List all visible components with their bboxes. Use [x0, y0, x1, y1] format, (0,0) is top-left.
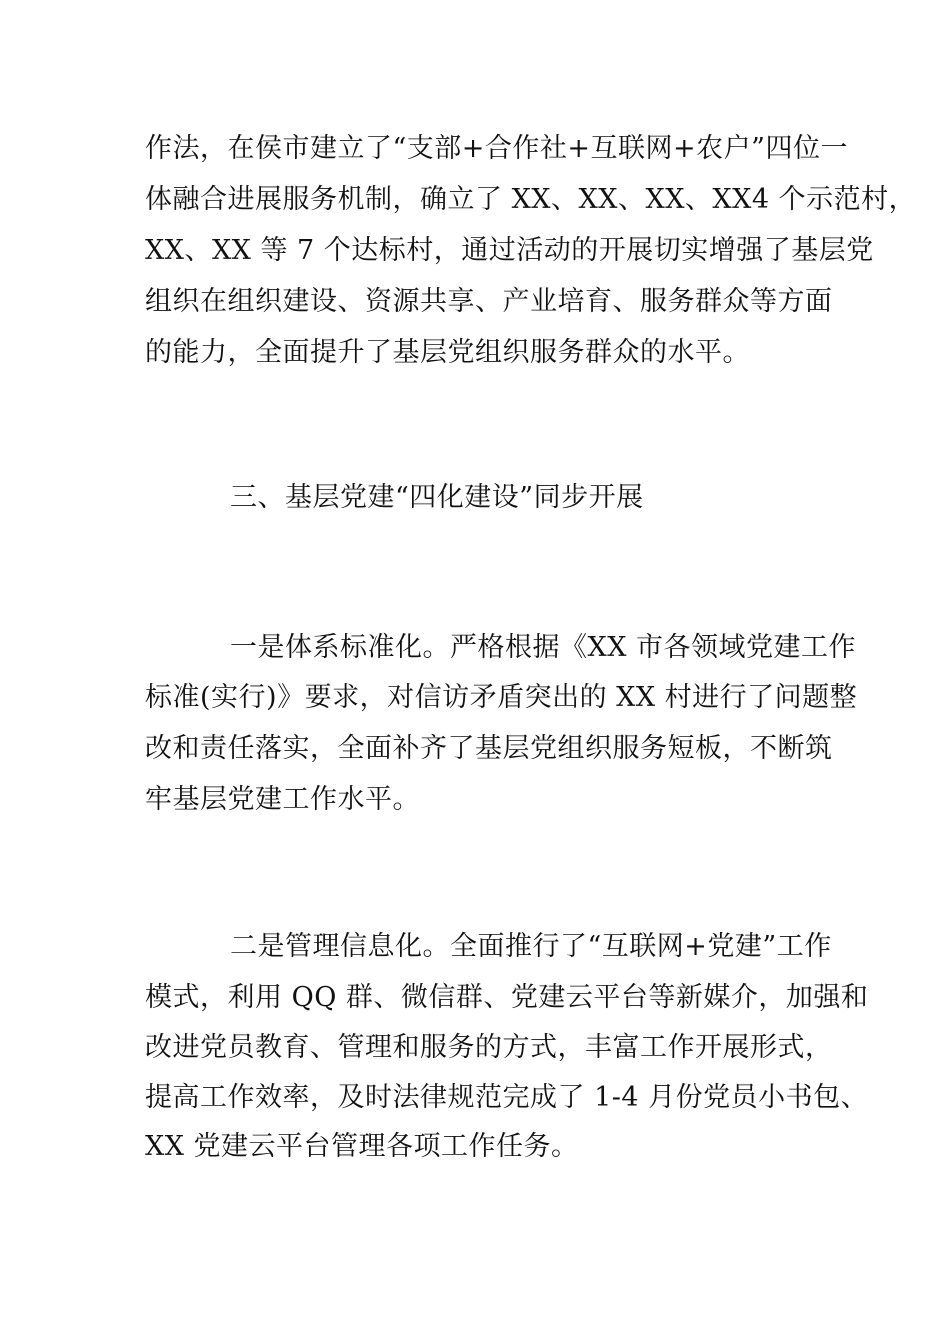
section-heading: 三、基层党建“四化建设”同步开展: [230, 482, 644, 513]
paragraph-4-line-4: 提高工作效率，及时法律规范完成了 1-4 月份党员小书包、: [145, 1082, 869, 1113]
paragraph-3-line-3: 改和责任落实，全面补齐了基层党组织服务短板，不断筑: [145, 733, 833, 764]
paragraph-3-line-4: 牢基层党建工作水平。: [145, 784, 420, 815]
paragraph-1-line-5: 的能力，全面提升了基层党组织服务群众的水平。: [145, 337, 750, 368]
paragraph-1-line-4: 组织在组织建设、资源共享、产业培育、服务群众等方面: [145, 286, 833, 317]
paragraph-4-line-2: 模式，利用 QQ 群、微信群、党建云平台等新媒介，加强和: [145, 982, 869, 1013]
paragraph-3-line-2: 标准(实行)》要求，对信访矛盾突出的 XX 村进行了问题整: [145, 682, 858, 713]
paragraph-3-line-1: 一是体系标准化。严格根据《XX 市各领域党建工作: [230, 632, 857, 663]
paragraph-4-line-3: 改进党员教育、管理和服务的方式，丰富工作开展形式，: [145, 1032, 833, 1063]
paragraph-1-line-3: XX、XX 等 7 个达标村，通过活动的开展切实增强了基层党: [145, 235, 874, 266]
paragraph-1-line-2: 体融合进展服务机制，确立了 XX、XX、XX、XX4 个示范村，: [145, 184, 917, 215]
paragraph-1-line-1: 作法，在侯市建立了“支部+合作社+互联网+农户”四位一: [145, 133, 848, 164]
paragraph-4-line-5: XX 党建云平台管理各项工作任务。: [145, 1131, 579, 1162]
paragraph-4-line-1: 二是管理信息化。全面推行了“互联网+党建”工作: [230, 931, 832, 962]
